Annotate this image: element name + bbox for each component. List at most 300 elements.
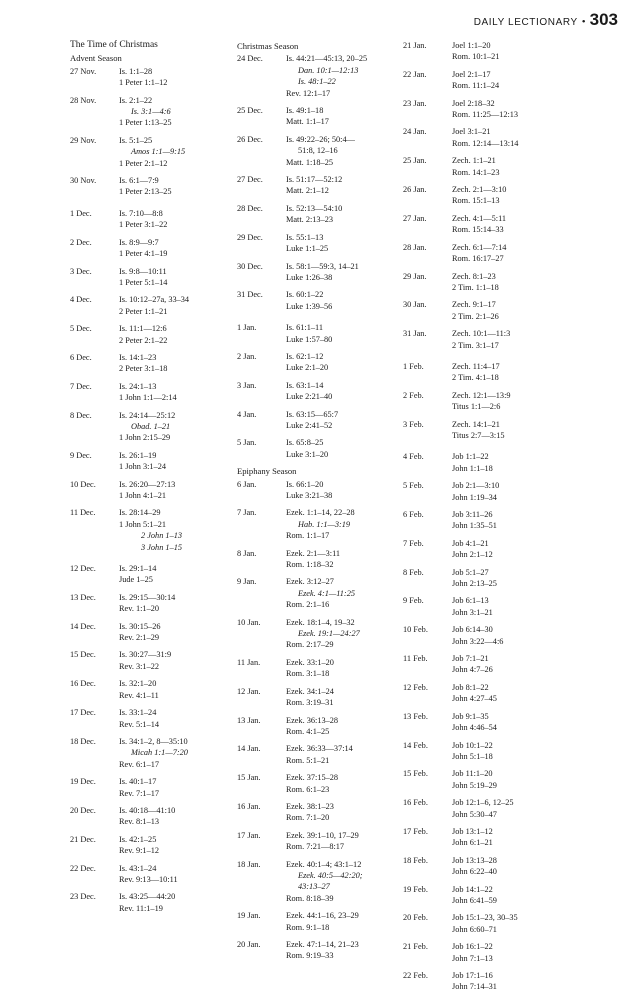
entry-readings [452, 768, 563, 791]
column-1 [70, 40, 220, 914]
reading-line: 2 John 1–13 [141, 531, 183, 541]
lectionary-entry [403, 98, 563, 121]
reading-line: 1 John 3:1–24 [119, 462, 167, 472]
lectionary-entry [237, 910, 397, 933]
reading-line: Rom. 15:1–13 [452, 196, 500, 206]
reading-line: Job 10:1–22 [452, 740, 493, 750]
entry-date: 28 Jan. [403, 242, 427, 252]
reading-line: Is. 63:1–14 [286, 380, 324, 390]
section-label: DAILY LECTIONARY [473, 17, 578, 28]
lectionary-entry [403, 40, 563, 63]
reading-line: Ezek. 36:13–28 [286, 715, 339, 725]
entry-date: 13 Dec. [70, 592, 96, 602]
reading-line: Ezek. 4:1—11:25 [298, 588, 355, 598]
reading-line: Rom. 2:1–16 [286, 600, 330, 610]
reading-line: Is. 33:1–24 [119, 708, 157, 718]
entry-date: 29 Jan. [403, 271, 427, 281]
reading-line: Is. 3:1—4:6 [131, 107, 171, 117]
reading-line: Job 13:1–12 [452, 826, 493, 836]
reading-line: Rom. 8:18–39 [286, 893, 334, 903]
reading-line: Micah 1:1—7:20 [131, 748, 188, 758]
reading-line: Is. 14:1–23 [119, 352, 157, 362]
lectionary-entry [237, 548, 397, 571]
entry-readings [286, 686, 397, 709]
lectionary-entry [237, 743, 397, 766]
lectionary-entry [237, 686, 397, 709]
reading-line: 2 Tim. 3:1–17 [452, 340, 499, 350]
entry-date: 6 Feb. [403, 510, 424, 519]
reading-line: 1 Peter 1:1–12 [119, 78, 168, 88]
entry-date: 20 Dec. [70, 805, 96, 815]
entry-date: 16 Jan. [237, 801, 261, 811]
reading-line: Is. 40:1–17 [119, 777, 157, 787]
entry-readings [286, 53, 397, 99]
entry-date: 28 Nov. [70, 95, 97, 105]
reading-line: Ezek. 1:1–14, 22–28 [286, 508, 355, 518]
lectionary-entry [70, 135, 220, 169]
lectionary-entry [403, 884, 563, 907]
reading-line: John 5:1–18 [452, 751, 493, 761]
reading-line: Rom. 12:14—13:14 [452, 138, 519, 148]
reading-line: Is. 43:1–24 [119, 863, 157, 873]
reading-line: Ezek. 18:1–4, 19–32 [286, 617, 355, 627]
reading-line: Job 9:1–35 [452, 711, 489, 721]
reading-line: Job 11:1–20 [452, 769, 493, 779]
entry-readings [119, 834, 220, 857]
reading-line: Is. 49:1–18 [286, 106, 324, 116]
reading-line: Zech. 4:1—5:11 [452, 213, 507, 223]
entry-date: 12 Dec. [70, 564, 96, 574]
entry-readings [286, 134, 397, 168]
entry-date: 6 Jan. [237, 479, 257, 489]
reading-line: Is. 7:10—8:8 [119, 208, 163, 218]
reading-line: Rom. 6:1–23 [286, 784, 330, 794]
entry-date: 3 Feb. [403, 419, 424, 429]
lectionary-entry [70, 621, 220, 644]
lectionary-entry [237, 232, 397, 255]
entry-readings [119, 891, 220, 914]
entry-readings [452, 538, 563, 561]
entry-date: 25 Jan. [403, 156, 427, 166]
reading-line: Is. 48:1–22 [298, 77, 336, 87]
entry-date: 27 Jan. [403, 213, 427, 223]
entry-date: 7 Feb. [403, 538, 424, 548]
reading-line: Is. 30:27—31:9 [119, 650, 172, 660]
entry-date: 31 Jan. [403, 329, 427, 339]
entry-list [237, 53, 397, 460]
reading-line: Rev. 4:1–11 [119, 690, 159, 700]
reading-line: Rev. 1:1–20 [119, 604, 160, 614]
reading-line: Rom. 1:18–32 [286, 560, 334, 570]
entry-date: 12 Jan. [237, 686, 261, 696]
lectionary-entry [237, 507, 397, 541]
entry-readings [452, 480, 563, 503]
reading-line: Is. 29:1–14 [119, 564, 157, 574]
entry-readings [119, 479, 220, 502]
reading-line: Rev. 3:1–22 [119, 661, 160, 671]
lectionary-entry [70, 736, 220, 770]
reading-line: Ezek. 2:1—3:11 [286, 548, 341, 558]
reading-line: John 2:13–25 [452, 579, 497, 589]
entry-readings [119, 175, 220, 198]
reading-line: Luke 2:21–40 [286, 392, 333, 402]
entry-readings [452, 711, 563, 734]
reading-line: 43:13–27 [298, 882, 330, 892]
entry-date: 26 Jan. [403, 185, 427, 195]
reading-line: Is. 32:1–20 [119, 679, 157, 689]
reading-line: Jude 1–25 [119, 575, 153, 585]
lectionary-entry [70, 863, 220, 886]
lectionary-entry [403, 271, 563, 294]
entry-readings [286, 203, 397, 226]
entry-list [237, 479, 397, 962]
entry-readings [119, 563, 220, 586]
entry-date: 27 Dec. [237, 175, 263, 185]
entry-date: 9 Feb. [403, 596, 424, 606]
reading-line: 1 Peter 2:13–25 [119, 187, 172, 197]
reading-line: Zech. 12:1—13:9 [452, 390, 511, 400]
entry-readings [286, 261, 397, 284]
reading-line: Ezek. 34:1–24 [286, 686, 334, 696]
reading-line: Ezek. 40:1–4; 43:1–12 [286, 859, 362, 869]
lectionary-entry [237, 715, 397, 738]
reading-line: 2 Tim. 1:1–18 [452, 282, 499, 292]
lectionary-entry [403, 797, 563, 820]
entry-readings [119, 450, 220, 473]
reading-line: Rom. 4:1–25 [286, 726, 330, 736]
lectionary-entry [237, 657, 397, 680]
reading-line: 1 Peter 1:13–25 [119, 118, 172, 128]
reading-line: Luke 1:1–25 [286, 244, 329, 254]
entry-readings [119, 410, 220, 444]
reading-line: Matt. 2:1–12 [286, 186, 329, 196]
lectionary-entry [403, 419, 563, 442]
reading-line: Ezek. 40:5—42:20; [298, 870, 363, 880]
entry-readings [286, 715, 397, 738]
reading-line: Is. 60:1–22 [286, 290, 324, 300]
entry-date: 17 Jan. [237, 830, 261, 840]
entry-list [403, 40, 563, 993]
lectionary-entry [70, 237, 220, 260]
reading-line: Ezek. 36:33—37:14 [286, 744, 353, 754]
lectionary-entry [237, 437, 397, 460]
reading-line: Amos 1:1—9:15 [131, 147, 186, 157]
entry-date: 22 Dec. [70, 863, 96, 873]
reading-line: 1 Peter 3:1–22 [119, 220, 168, 230]
lectionary-entry [403, 711, 563, 734]
entry-date: 17 Feb. [403, 826, 428, 836]
lectionary-entry [403, 361, 563, 384]
entry-date: 3 Jan. [237, 380, 257, 390]
reading-line: Job 2:1—3:10 [452, 481, 500, 491]
entry-date: 16 Feb. [403, 798, 428, 808]
reading-line: Is. 52:13—54:10 [286, 203, 343, 213]
reading-line: Ezek. 3:12–27 [286, 577, 334, 587]
entry-readings [286, 507, 397, 541]
lectionary-entry [237, 53, 397, 99]
reading-line: Ezek. 37:15–28 [286, 773, 339, 783]
entry-date: 13 Feb. [403, 711, 428, 721]
entry-date: 20 Feb. [403, 913, 428, 923]
entry-readings [286, 548, 397, 571]
entry-date: 2 Jan. [237, 351, 257, 361]
entry-readings [119, 863, 220, 886]
reading-line: Zech. 2:1—3:10 [452, 185, 507, 195]
lectionary-entry [403, 624, 563, 647]
reading-line: 2 Tim. 2:1–26 [452, 311, 499, 321]
reading-line: 1 John 1:1—2:14 [119, 393, 177, 403]
page-number: 303 [589, 10, 618, 29]
lectionary-entry [403, 480, 563, 503]
entry-date: 25 Dec. [237, 106, 263, 116]
reading-line: Rev. 6:1–17 [119, 759, 160, 769]
lectionary-entry [237, 772, 397, 795]
reading-line: John 6:60–71 [452, 924, 497, 934]
section-heading: Epiphany Season [237, 466, 297, 477]
reading-line: John 2:1–12 [452, 550, 493, 560]
reading-line: 1 John 4:1–21 [119, 491, 167, 500]
column-2 [237, 40, 397, 962]
lectionary-entry [70, 95, 220, 129]
reading-line: John 1:1–18 [452, 463, 493, 473]
entry-date: 3 Dec. [70, 266, 92, 276]
reading-line: 1 John 5:1–21 [119, 519, 167, 529]
entry-date: 8 Dec. [70, 410, 92, 420]
entry-readings [119, 707, 220, 730]
reading-line: Zech. 8:1–23 [452, 271, 496, 281]
entry-date: 15 Jan. [237, 773, 261, 783]
bullet-separator: • [581, 16, 586, 28]
entry-date: 11 Feb. [403, 654, 428, 664]
reading-line: Rom. 16:17–27 [452, 254, 504, 264]
entry-readings [119, 95, 220, 129]
reading-line: Rom. 1:1–17 [286, 531, 330, 541]
reading-line: Is. 43:25—44:20 [119, 892, 176, 902]
lectionary-entry [237, 351, 397, 374]
reading-line: Rom. 7:1–20 [286, 813, 330, 823]
reading-line: Is. 30:15–26 [119, 621, 161, 631]
entry-date: 19 Jan. [237, 911, 261, 921]
entry-date: 30 Nov. [70, 176, 97, 186]
lectionary-entry [403, 299, 563, 322]
reading-line: Is. 6:1—7:9 [119, 176, 159, 186]
lectionary-entry [403, 567, 563, 590]
reading-line: John 7:1–13 [452, 953, 493, 963]
lectionary-entry [70, 381, 220, 404]
lectionary-entry [237, 203, 397, 226]
section-heading: Christmas Season [237, 41, 299, 51]
lectionary-entry [237, 174, 397, 197]
lectionary-entry [237, 322, 397, 345]
lectionary-entry [403, 538, 563, 561]
entry-readings [119, 776, 220, 799]
entry-date: 14 Jan. [237, 744, 261, 754]
reading-line: John 5:30–47 [452, 809, 497, 819]
lectionary-entry [70, 507, 220, 553]
reading-line: Job 14:1–22 [452, 884, 493, 894]
lectionary-entry [403, 328, 563, 351]
entry-date: 4 Dec. [70, 295, 92, 305]
entry-readings [286, 174, 397, 197]
entry-readings [119, 208, 220, 231]
lectionary-entry [403, 390, 563, 413]
entry-readings [452, 826, 563, 849]
entry-readings [452, 653, 563, 676]
lectionary-entry [403, 740, 563, 763]
lectionary-entry [403, 69, 563, 92]
reading-line: Is. 49:22–26; 50:4— [286, 134, 355, 144]
entry-date: 1 Dec. [70, 208, 92, 218]
entry-readings [286, 617, 397, 651]
entry-readings [286, 380, 397, 403]
entry-readings [286, 351, 397, 374]
lectionary-entry [70, 805, 220, 828]
entry-date: 11 Jan. [237, 657, 261, 667]
lectionary-entry [70, 175, 220, 198]
entry-readings [452, 155, 563, 178]
reading-line: Zech. 11:4–17 [452, 361, 500, 371]
entry-date: 28 Dec. [237, 203, 263, 213]
reading-line: Is. 2:1–22 [119, 95, 153, 105]
entry-date: 8 Feb. [403, 567, 424, 577]
reading-line: John 1:35–51 [452, 521, 497, 531]
entry-date: 4 Jan. [237, 409, 257, 419]
lectionary-entry [237, 134, 397, 168]
reading-line: Is. 63:15—65:7 [286, 409, 339, 419]
reading-line: Job 4:1–21 [452, 538, 489, 548]
reading-line: Ezek. 39:1–10, 17–29 [286, 830, 359, 840]
reading-line: John 4:7–26 [452, 665, 493, 675]
entry-date: 9 Dec. [70, 450, 92, 460]
reading-line: Zech. 14:1–21 [452, 419, 500, 429]
entry-readings [452, 567, 563, 590]
reading-line: Job 13:13–28 [452, 855, 497, 865]
reading-line: John 6:41–59 [452, 895, 497, 905]
lectionary-entry [70, 410, 220, 444]
reading-line: Rom. 14:1–23 [452, 167, 500, 177]
lectionary-entry [70, 266, 220, 289]
lectionary-entry [237, 859, 397, 905]
reading-line: Job 3:11–26 [452, 510, 493, 519]
reading-line: Is. 28:14–29 [119, 508, 161, 518]
reading-line: Is. 66:1–20 [286, 479, 324, 489]
entry-readings [119, 736, 220, 770]
entry-readings [286, 409, 397, 432]
reading-line: Zech. 10:1—11:3 [452, 329, 511, 339]
entry-readings [452, 682, 563, 705]
reading-line: Luke 1:26–38 [286, 272, 333, 282]
entry-readings [119, 66, 220, 89]
entry-date: 23 Dec. [70, 892, 96, 902]
reading-line: 51:8, 12–16 [298, 146, 338, 156]
lectionary-entry [403, 184, 563, 207]
entry-readings [452, 126, 563, 149]
entry-readings [119, 294, 220, 317]
reading-line: Job 1:1–22 [452, 452, 489, 462]
reading-line: John 4:46–54 [452, 723, 497, 733]
reading-line: Matt. 1:18–25 [286, 157, 334, 167]
lectionary-entry [403, 595, 563, 618]
entry-date: 7 Jan. [237, 508, 257, 518]
reading-line: Luke 1:39–56 [286, 301, 333, 311]
reading-line: John 6:1–21 [452, 838, 493, 848]
reading-line: Rom. 3:1–18 [286, 669, 330, 679]
entry-date: 18 Dec. [70, 736, 96, 746]
entry-date: 21 Jan. [403, 41, 427, 50]
lectionary-entry [403, 768, 563, 791]
entry-date: 23 Jan. [403, 98, 427, 108]
entry-date: 1 Feb. [403, 361, 424, 371]
lectionary-entry [403, 682, 563, 705]
reading-line: Is. 24:14—25:12 [119, 410, 176, 420]
reading-line: Job 6:14–30 [452, 625, 493, 635]
reading-line: Is. 8:9—9:7 [119, 237, 159, 247]
reading-line: Rom. 10:1–21 [452, 52, 500, 62]
entry-readings [119, 649, 220, 672]
entry-readings [286, 576, 397, 610]
reading-line: Joel 3:1–21 [452, 127, 491, 137]
reading-line: 1 Peter 4:1–19 [119, 249, 168, 259]
reading-line: Joel 1:1–20 [452, 41, 491, 50]
reading-line: Titus 1:1—2:6 [452, 402, 501, 412]
reading-line: Luke 1:57–80 [286, 334, 333, 344]
entry-readings [286, 939, 397, 962]
reading-line: Job 12:1–6, 12–25 [452, 798, 514, 808]
entry-readings [119, 805, 220, 828]
lectionary-entry [70, 479, 220, 502]
entry-readings [452, 361, 563, 384]
lectionary-entry [70, 776, 220, 799]
reading-line: Is. 1:1–28 [119, 66, 153, 76]
column-3 [403, 40, 563, 993]
lectionary-entry [237, 105, 397, 128]
entry-readings [452, 509, 563, 532]
reading-line: Is. 24:1–13 [119, 381, 157, 391]
entry-readings [452, 912, 563, 935]
lectionary-entry [237, 617, 397, 651]
reading-line: Rev. 9:1–12 [119, 846, 160, 856]
entry-date: 14 Dec. [70, 621, 96, 631]
reading-line: Rev. 5:1–14 [119, 719, 160, 729]
reading-line: Is. 51:17—52:12 [286, 175, 343, 185]
entry-date: 17 Dec. [70, 708, 96, 718]
entry-readings [119, 237, 220, 260]
entry-readings [452, 941, 563, 964]
reading-line: John 1:19–34 [452, 492, 497, 502]
reading-line: Is. 10:12–27a, 33–34 [119, 295, 190, 305]
reading-line: John 6:22–40 [452, 867, 497, 877]
entry-date: 8 Jan. [237, 548, 257, 558]
reading-line: Is. 65:8–25 [286, 438, 324, 448]
lectionary-entry [403, 855, 563, 878]
entry-readings [286, 437, 397, 460]
entry-date: 19 Dec. [70, 777, 96, 787]
entry-date: 30 Dec. [237, 261, 263, 271]
reading-line: John 7:14–31 [452, 982, 497, 992]
lectionary-entry [403, 653, 563, 676]
entry-date: 10 Feb. [403, 625, 428, 635]
lectionary-entry [403, 826, 563, 849]
entry-date: 5 Jan. [237, 438, 257, 448]
reading-line: Rom. 3:19–31 [286, 698, 334, 708]
reading-line: Rom. 7:21—8:17 [286, 842, 345, 852]
entry-readings [286, 289, 397, 312]
reading-line: Rom. 11:1–24 [452, 81, 500, 91]
reading-line: Is. 29:15—30:14 [119, 592, 176, 602]
reading-line: John 3:22—4:6 [452, 636, 504, 646]
running-header [474, 10, 618, 30]
entry-readings [119, 352, 220, 375]
